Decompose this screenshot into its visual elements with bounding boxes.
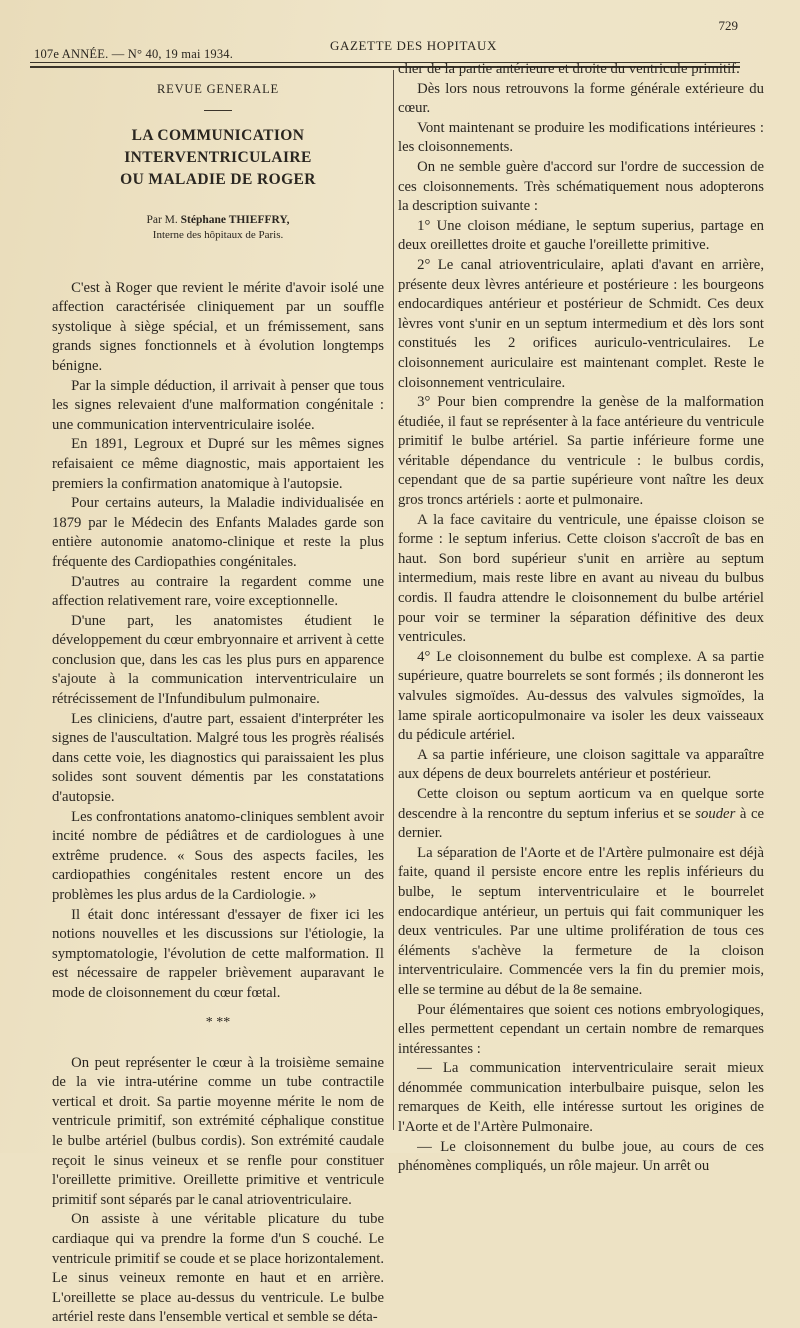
paragraph-text: Cette cloison ou septum aorticum va en quelque sorte descendre à la rencontre du septum inferius et se — [398, 785, 764, 822]
paragraph: Pour élémentaires que soient ces notions embryologiques, elles permettent cependant un certain nombre de remarques intéressantes : — [398, 1001, 764, 1057]
paragraph: La séparation de l'Aorte et de l'Artère pulmonaire est déjà faite, quand il persiste encore entre les replis inférieurs du bulbe, le septum interventriculaire et le bourrelet endocardique antérieur, un pertuis qui fait communiquer les deux ventricules. Par une ultime prolifération de tous ces éléments s'achève la fermeture de la cloison interventriculaire. Commencée vers la fin du premier mois, elle se termine au début de la 8e semaine. — [398, 844, 764, 998]
paragraph: A sa partie inférieure, une cloison sagittale va apparaître aux dépens de deux bourrelets antérieur et postérieur. — [398, 746, 764, 783]
paragraph — [398, 785, 764, 844]
journal-title: GAZETTE DES HOPITAUX — [330, 38, 497, 53]
byline — [52, 213, 384, 228]
paragraph: On ne semble guère d'accord sur l'ordre de succession de ces cloisonnements. Très schématiquement nous adopterons la description suivante : — [398, 158, 764, 215]
title-rule — [204, 110, 232, 111]
paragraph: Pour certains auteurs, la Maladie individualisée en 1879 par le Médecin des Enfants Malades garde son entière autonomie anatomo-clinique et reste la plus fréquente des Cardiopathies congénitales. — [52, 495, 384, 570]
paragraph: 3° Pour bien comprendre la genèse de la malformation étudiée, il faut se représenter à la face antérieure du ventricule primitif le bulbe artériel. Sa partie inférieure forme une véritable dépendance du ventricule : le bulbus cordis, cependant que de sa partie supérieure vont naître les deux gros troncs artériels : aorte et pulmonaire. — [398, 394, 764, 509]
byline-prefix: Par M. — [146, 213, 178, 226]
page-number: 729 — [718, 18, 738, 33]
italic-term: souder — [695, 805, 736, 822]
paragraph: — La communication interventriculaire serait mieux dénommée communication interbulbaire puisque, selon les remarques de Keith, elle intéresse surtout les origines de l'Aorte et de l'Artère Pulmonaire. — [398, 1060, 764, 1136]
author-affiliation: Interne des hôpitaux de Paris. — [152, 228, 284, 241]
paragraph: D'autres au contraire la regardent comme une affection relativement rare, voire exceptionnelle. — [52, 573, 384, 610]
paragraph: Les confrontations anatomo-cliniques semblent avoir incité nombre de pédiâtres et de cardiologues à une extrême prudence. « Sous des aspects faciles, les cardiopathies congénitales restent encore un des problèmes les plus ardus de la Cardiologie. » — [52, 808, 384, 903]
article-title-line-1: LA COMMUNICATION INTERVENTRICULAIRE — [124, 126, 312, 166]
paragraph: A la face cavitaire du ventricule, une épaisse cloison se forme : le septum inferius. Cette cloison s'accroît de bas en haut. Son bord supérieur s'unit en arrière au septum intermedium, mais reste libre en avant au niveau du bulbus cordis. Il faudra attendre le cloisonnement du bulbe artériel pour voir se terminer la séparation définitive des deux ventricules. — [398, 511, 764, 646]
paragraph: Par la simple déduction, il arrivait à penser que tous les signes relevaient d'une malformation congénitale : une communication interventriculaire isolée. — [52, 377, 384, 433]
paragraph: Dès lors nous retrouvons la forme générale extérieure du cœur. — [398, 80, 764, 117]
issue-info: 107e ANNÉE. — N° 40, 19 mai 1934. — [34, 47, 234, 61]
right-column — [398, 60, 764, 1177]
paragraph: Les cliniciens, d'autre part, essaient d'interpréter les signes de l'auscultation. Malgré tous les progrès réalisés dans cette voie, les diagnostics qui paraissaient les plus solides sont souvent démentis par les constatations d'autopsie. — [52, 710, 384, 806]
paragraph: On assiste à une véritable plicature du tube cardiaque qui va prendre la forme d'un S couché. Le ventricule primitif se coude et se place horizontalement. Le sinus veineux remonte en haut et en arrière. L'oreillette se place au-dessus du ventricule. Le bulbe artériel reste dans l'ensemble vertical et semble se déta- — [52, 1211, 384, 1326]
paragraph-text: à ce dernier. — [398, 805, 764, 842]
paragraph: 4° Le cloisonnement du bulbe est complexe. A sa partie supérieure, quatre bourrelets se sont formés ; ils donneront les valvules sigmoïdes. Au-dessus des valvules sigmoïdes, la lame spirale aorticopulmonaire va isoler les deux vaisseaux du pédicule artériel. — [398, 648, 764, 744]
left-column — [52, 78, 384, 1328]
section-label: REVUE GENERALE — [157, 82, 279, 96]
paragraph: C'est à Roger que revient le mérite d'avoir isolé une affection caractérisée cliniquement par un souffle systolique à siège spécial, et un frémissement, sans grands signes fonctionnels et à évolution longtemps bénigne. — [52, 279, 384, 374]
paragraph: 2° Le canal atrioventriculaire, aplati d'avant en arrière, présente deux lèvres antérieure et postérieure : les bourgeons endocardiques antérieur et postérieur de Schmidt. Ces deux lèvres vont s'unir en un septum intermedium et dès lors sont constitués les 2 orifices auriculo-ventriculaires. Le cloisonnement auriculaire est maintenant complet. Reste le cloisonnement ventriculaire. — [398, 256, 764, 391]
paragraph: — Le cloisonnement du bulbe joue, au cours de ces phénomènes compliqués, un rôle majeur. Un arrêt ou — [398, 1138, 764, 1175]
author-name: Stéphane THIEFFRY, — [180, 213, 290, 226]
article-title-line-2: OU MALADIE DE ROGER — [120, 170, 316, 188]
paragraph: D'une part, les anatomistes étudient le développement du cœur embryonnaire et arrivent à cette conclusion que, dans les cas les plus purs en apparence s'ajoute à la communication interventriculaire un rétrécissement de l'Infundibulum pulmonaire. — [52, 612, 384, 708]
section-separator: * ** — [205, 1014, 231, 1030]
paragraph: Vont maintenant se produire les modifications intérieures : les cloisonnements. — [398, 119, 764, 156]
paragraph: 1° Une cloison médiane, le septum superius, partage en deux oreillettes droite et gauche l'oreillette primitive. — [398, 217, 764, 254]
column-divider — [393, 70, 394, 1130]
paragraph-continuation: cher de la partie antérieure et droite du ventricule primitif. — [398, 61, 740, 77]
running-header — [30, 36, 740, 62]
paragraph: On peut représenter le cœur à la troisième semaine de la vie intra-utérine comme un tube contractile vertical et droit. Sa partie moyenne mérite le nom de ventricule primitif, son extrémité céphalique constitue le bulbe artériel (bulbus cordis). Son extrémité caudale reçoit le sinus veineux et se renfle pour constituer l'oreillette primitive. Oreillette primitive et ventricule primitif sont séparés par le canal atrioventriculaire. — [52, 1054, 384, 1208]
paragraph: En 1891, Legroux et Dupré sur les mêmes signes refaisaient ce même diagnostic, mais apportaient les premiers la confirmation anatomique à l'autopsie. — [52, 436, 384, 492]
paragraph: Il était donc intéressant d'essayer de fixer ici les notions nouvelles et les discussions sur l'étiologie, la symptomatologie, l'évolution de cette malformation. Il est nécessaire de rappeler brièvement auparavant le mode de cloisonnement du cœur fœtal. — [52, 906, 384, 1001]
